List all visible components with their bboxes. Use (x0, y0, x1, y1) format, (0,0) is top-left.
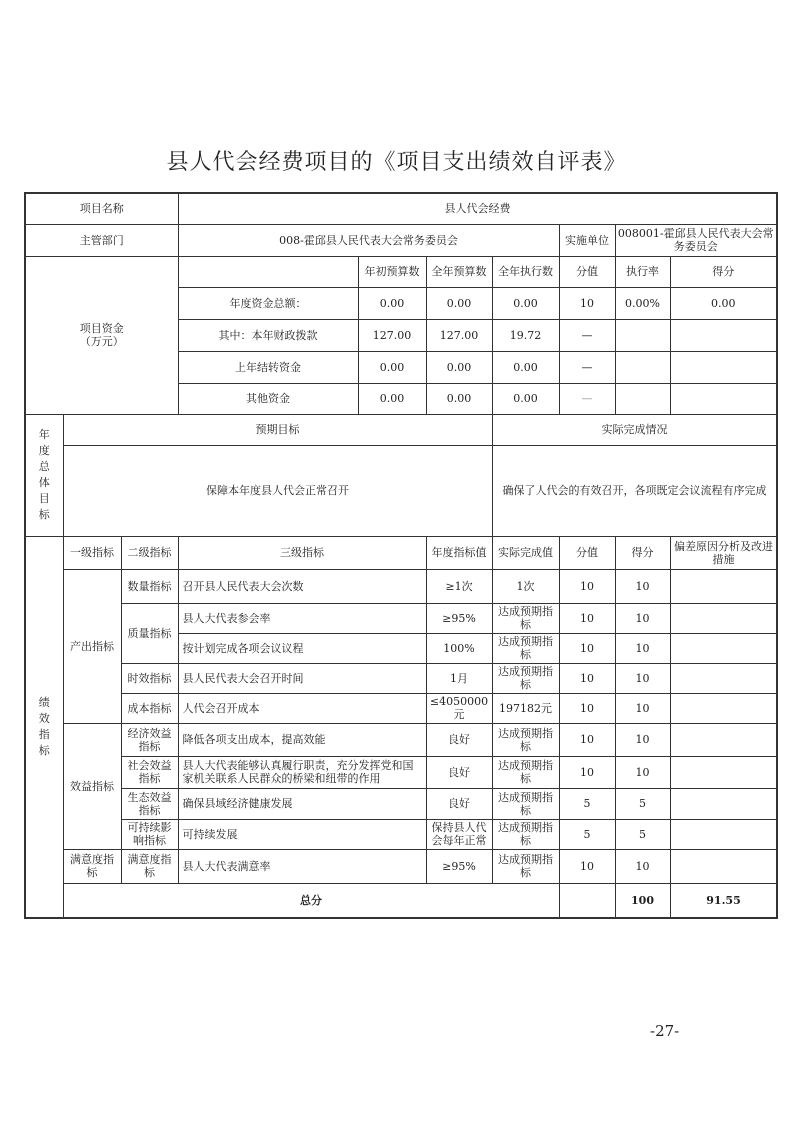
funds-header: 年初预算数 (358, 256, 426, 287)
perf-header: 实际完成值 (492, 536, 559, 569)
perf-row: 成本指标 人代会召开成本 ≤4050000元 197182元 10 10 (25, 693, 777, 723)
total-row (25, 883, 777, 918)
dept-value: 008-霍邱县人民代表大会常务委员会 (178, 224, 559, 256)
total-label: 总分 (63, 883, 559, 918)
perf-row: 效益指标 经济效益指标 降低各项支出成本，提高效能 良好 达成预期指标 10 10 (25, 723, 777, 756)
dept-label: 主管部门 (25, 224, 178, 256)
perf-header: 分值 (559, 536, 615, 569)
funds-row: 上年结转资金 0.00 0.00 0.00 — (25, 351, 777, 383)
perf-row: 按计划完成各项会议议程 100% 达成预期指标 10 10 (25, 633, 777, 663)
funds-row: 年度资金总额： 0.00 0.00 0.00 10 0.00% 0.00 (25, 287, 777, 319)
project-name: 县人代会经费 (178, 193, 777, 224)
perf-row: 生态效益指标 确保县域经济健康发展 良好 达成预期指标 5 5 (25, 788, 777, 819)
funds-row: 其他资金 0.00 0.00 0.00 — (25, 383, 777, 414)
perf-row: 社会效益指标 县人大代表能够认真履行职责，充分发挥党和国家机关联系人民群众的桥梁和纽带的作用 良好 达成预期指标 10 10 (25, 756, 777, 788)
perf-row: 质量指标 县人大代表参会率 ≥95% 达成预期指标 10 10 (25, 603, 777, 633)
evaluation-table (24, 192, 778, 919)
project-name-label: 项目名称 (25, 193, 178, 224)
page-title: 县人代会经费项目的《项目支出绩效自评表》 (166, 150, 627, 175)
expected-label: 预期目标 (63, 414, 492, 445)
actual-goal: 确保了人代会的有效召开，各项既定会议流程有序完成 (492, 445, 777, 536)
perf-label: 绩效指标 (25, 536, 63, 918)
funds-row: 其中：本年财政拨款 127.00 127.00 19.72 — (25, 319, 777, 351)
impl-value: 008001-霍邱县人民代表大会常务委员会 (615, 224, 777, 256)
goals-label: 年度总体目标 (25, 414, 63, 536)
total-got: 91.55 (670, 883, 777, 918)
funds-header: 全年预算数 (426, 256, 492, 287)
perf-row: 时效指标 县人民代表大会召开时间 1月 达成预期指标 10 10 (25, 663, 777, 693)
perf-header: 三级指标 (178, 536, 426, 569)
perf-header: 得分 (615, 536, 670, 569)
funds-header: 得分 (670, 256, 777, 287)
actual-label: 实际完成情况 (492, 414, 777, 445)
funds-label: 项目资金 （万元） (25, 256, 178, 414)
expected-goal: 保障本年度县人代会正常召开 (63, 445, 492, 536)
total-score: 100 (615, 883, 670, 918)
perf-row: 可持续影响指标 可持续发展 保持县人代会每年正常 达成预期指标 5 5 (25, 819, 777, 849)
page-number: -27- (650, 1022, 680, 1040)
funds-header: 分值 (559, 256, 615, 287)
perf-row: 产出指标 数量指标 召开县人民代表大会次数 ≥1次 1次 10 10 (25, 569, 777, 603)
perf-header: 二级指标 (121, 536, 178, 569)
perf-header: 偏差原因分析及改进措施 (670, 536, 777, 569)
funds-header: 全年执行数 (492, 256, 559, 287)
perf-row: 满意度指标 满意度指标 县人大代表满意率 ≥95% 达成预期指标 10 10 (25, 849, 777, 883)
funds-header: 执行率 (615, 256, 670, 287)
impl-label: 实施单位 (559, 224, 615, 256)
perf-header: 一级指标 (63, 536, 121, 569)
perf-header: 年度指标值 (426, 536, 492, 569)
